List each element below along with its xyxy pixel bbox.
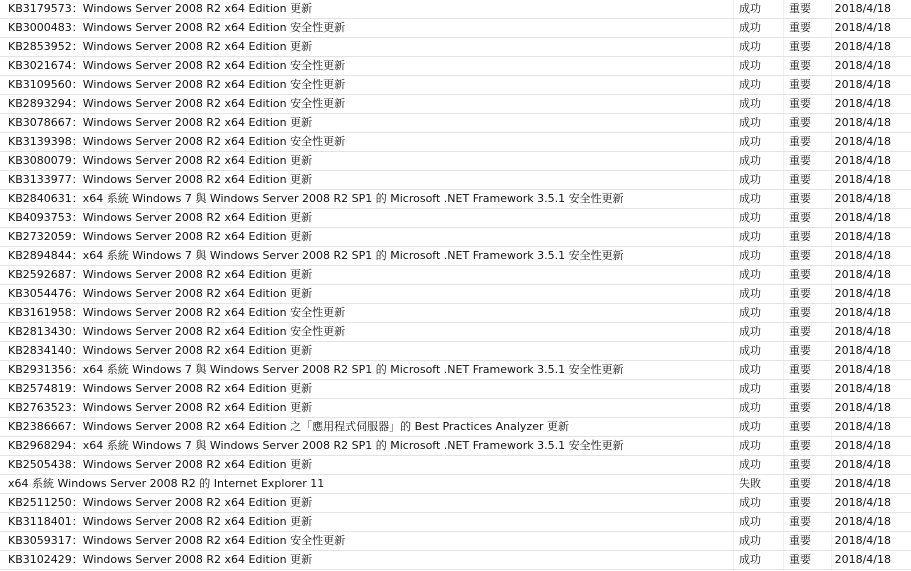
update-importance: 重要 [789, 306, 811, 319]
update-importance: 重要 [789, 211, 811, 224]
update-status: 成功 [739, 401, 761, 414]
update-importance: 重要 [789, 458, 811, 471]
installed-date: 2018/4/18 [834, 2, 891, 15]
table-row[interactable] [0, 513, 911, 532]
installed-date: 2018/4/18 [834, 97, 891, 110]
update-importance: 重要 [789, 325, 811, 338]
update-name: KB2592687：Windows Server 2008 R2 x64 Edition 更新 [8, 268, 313, 281]
installed-date: 2018/4/18 [834, 230, 891, 243]
update-name: KB3000483：Windows Server 2008 R2 x64 Edition 安全性更新 [8, 21, 346, 34]
update-importance: 重要 [789, 553, 811, 566]
update-name: KB3078667：Windows Server 2008 R2 x64 Edition 更新 [8, 116, 313, 129]
table-row[interactable] [0, 0, 911, 19]
update-importance: 重要 [789, 230, 811, 243]
installed-date: 2018/4/18 [834, 401, 891, 414]
update-name: KB3179573：Windows Server 2008 R2 x64 Edition 更新 [8, 2, 313, 15]
table-row[interactable] [0, 342, 911, 361]
update-name: KB3118401：Windows Server 2008 R2 x64 Edition 更新 [8, 515, 313, 528]
update-importance: 重要 [789, 78, 811, 91]
update-status: 成功 [739, 287, 761, 300]
update-name: KB2505438：Windows Server 2008 R2 x64 Edition 更新 [8, 458, 313, 471]
table-row[interactable] [0, 304, 911, 323]
update-name: KB2511250：Windows Server 2008 R2 x64 Edition 更新 [8, 496, 313, 509]
update-status: 成功 [739, 173, 761, 186]
table-row[interactable] [0, 456, 911, 475]
update-importance: 重要 [789, 420, 811, 433]
table-row[interactable] [0, 38, 911, 57]
update-status: 成功 [739, 420, 761, 433]
update-name: KB2732059：Windows Server 2008 R2 x64 Edition 更新 [8, 230, 313, 243]
update-name: KB3102429：Windows Server 2008 R2 x64 Edition 更新 [8, 553, 313, 566]
update-status: 成功 [739, 2, 761, 15]
table-row[interactable] [0, 171, 911, 190]
update-status: 成功 [739, 59, 761, 72]
table-row[interactable] [0, 190, 911, 209]
update-status: 成功 [739, 306, 761, 319]
update-importance: 重要 [789, 534, 811, 547]
table-row[interactable] [0, 475, 911, 494]
update-name: KB2893294：Windows Server 2008 R2 x64 Edition 安全性更新 [8, 97, 346, 110]
update-status: 成功 [739, 553, 761, 566]
update-status: 成功 [739, 249, 761, 262]
installed-date: 2018/4/18 [834, 458, 891, 471]
update-importance: 重要 [789, 382, 811, 395]
table-row[interactable] [0, 19, 911, 38]
update-status: 成功 [739, 458, 761, 471]
update-importance: 重要 [789, 2, 811, 15]
table-row[interactable] [0, 76, 911, 95]
update-importance: 重要 [789, 154, 811, 167]
update-name: KB2968294：x64 系統 Windows 7 與 Windows Server 2008 R2 SP1 的 Microsoft .NET Framework 3.5.1 安全性更新 [8, 439, 624, 452]
table-row[interactable] [0, 247, 911, 266]
table-row[interactable] [0, 285, 911, 304]
update-name: KB3021674：Windows Server 2008 R2 x64 Edition 安全性更新 [8, 59, 346, 72]
installed-date: 2018/4/18 [834, 534, 891, 547]
update-status: 成功 [739, 534, 761, 547]
update-status: 成功 [739, 154, 761, 167]
update-name: KB3059317：Windows Server 2008 R2 x64 Edition 安全性更新 [8, 534, 346, 547]
update-status: 成功 [739, 192, 761, 205]
installed-date: 2018/4/18 [834, 363, 891, 376]
update-importance: 重要 [789, 59, 811, 72]
table-row[interactable] [0, 266, 911, 285]
update-name: KB3133977：Windows Server 2008 R2 x64 Edition 更新 [8, 173, 313, 186]
update-name: KB2574819：Windows Server 2008 R2 x64 Edition 更新 [8, 382, 313, 395]
table-row[interactable] [0, 494, 911, 513]
installed-date: 2018/4/18 [834, 344, 891, 357]
update-name: KB2813430：Windows Server 2008 R2 x64 Edition 安全性更新 [8, 325, 346, 338]
update-name: KB2840631：x64 系統 Windows 7 與 Windows Server 2008 R2 SP1 的 Microsoft .NET Framework 3.5.1 安全性更新 [8, 192, 624, 205]
installed-date: 2018/4/18 [834, 173, 891, 186]
installed-date: 2018/4/18 [834, 192, 891, 205]
update-importance: 重要 [789, 515, 811, 528]
update-name: KB3161958：Windows Server 2008 R2 x64 Edition 安全性更新 [8, 306, 346, 319]
table-row[interactable] [0, 323, 911, 342]
update-importance: 重要 [789, 135, 811, 148]
update-importance: 重要 [789, 249, 811, 262]
update-status: 成功 [739, 78, 761, 91]
update-name: KB2763523：Windows Server 2008 R2 x64 Edition 更新 [8, 401, 313, 414]
update-name: KB3139398：Windows Server 2008 R2 x64 Edition 安全性更新 [8, 135, 346, 148]
update-name: KB2894844：x64 系統 Windows 7 與 Windows Server 2008 R2 SP1 的 Microsoft .NET Framework 3.5.1 安全性更新 [8, 249, 624, 262]
installed-date: 2018/4/18 [834, 249, 891, 262]
update-importance: 重要 [789, 268, 811, 281]
table-row[interactable] [0, 551, 911, 570]
update-importance: 重要 [789, 363, 811, 376]
installed-date: 2018/4/18 [834, 287, 891, 300]
update-status: 成功 [739, 230, 761, 243]
update-name: KB2931356：x64 系統 Windows 7 與 Windows Server 2008 R2 SP1 的 Microsoft .NET Framework 3.5.1 安全性更新 [8, 363, 624, 376]
update-importance: 重要 [789, 21, 811, 34]
table-row[interactable] [0, 95, 911, 114]
update-status: 成功 [739, 382, 761, 395]
update-status: 成功 [739, 116, 761, 129]
installed-date: 2018/4/18 [834, 211, 891, 224]
installed-date: 2018/4/18 [834, 496, 891, 509]
table-row[interactable] [0, 437, 911, 456]
update-status: 成功 [739, 439, 761, 452]
installed-date: 2018/4/18 [834, 306, 891, 319]
table-row[interactable] [0, 133, 911, 152]
update-name: x64 系統 Windows Server 2008 R2 的 Internet Explorer 11 [8, 477, 325, 490]
installed-date: 2018/4/18 [834, 325, 891, 338]
update-status: 成功 [739, 515, 761, 528]
installed-date: 2018/4/18 [834, 78, 891, 91]
update-name: KB3109560：Windows Server 2008 R2 x64 Edition 安全性更新 [8, 78, 346, 91]
update-status: 失敗 [739, 477, 761, 490]
installed-date: 2018/4/18 [834, 420, 891, 433]
installed-date: 2018/4/18 [834, 382, 891, 395]
update-importance: 重要 [789, 401, 811, 414]
table-row[interactable] [0, 418, 911, 437]
update-name: KB4093753：Windows Server 2008 R2 x64 Edition 更新 [8, 211, 313, 224]
table-row[interactable] [0, 57, 911, 76]
update-status: 成功 [739, 496, 761, 509]
update-importance: 重要 [789, 477, 811, 490]
update-status: 成功 [739, 97, 761, 110]
update-importance: 重要 [789, 496, 811, 509]
table-row[interactable] [0, 152, 911, 171]
update-status: 成功 [739, 363, 761, 376]
table-row[interactable] [0, 114, 911, 133]
installed-date: 2018/4/18 [834, 21, 891, 34]
table-row[interactable] [0, 532, 911, 551]
update-importance: 重要 [789, 40, 811, 53]
table-row[interactable] [0, 399, 911, 418]
update-status: 成功 [739, 211, 761, 224]
installed-date: 2018/4/18 [834, 268, 891, 281]
installed-date: 2018/4/18 [834, 553, 891, 566]
update-importance: 重要 [789, 439, 811, 452]
update-status: 成功 [739, 21, 761, 34]
installed-date: 2018/4/18 [834, 154, 891, 167]
installed-date: 2018/4/18 [834, 439, 891, 452]
installed-date: 2018/4/18 [834, 40, 891, 53]
update-status: 成功 [739, 135, 761, 148]
update-importance: 重要 [789, 173, 811, 186]
installed-date: 2018/4/18 [834, 116, 891, 129]
installed-date: 2018/4/18 [834, 59, 891, 72]
installed-date: 2018/4/18 [834, 515, 891, 528]
table-row[interactable] [0, 228, 911, 247]
update-status: 成功 [739, 325, 761, 338]
update-importance: 重要 [789, 192, 811, 205]
update-status: 成功 [739, 40, 761, 53]
update-status: 成功 [739, 268, 761, 281]
update-importance: 重要 [789, 287, 811, 300]
update-name: KB2834140：Windows Server 2008 R2 x64 Edition 更新 [8, 344, 313, 357]
update-name: KB2386667：Windows Server 2008 R2 x64 Edition 之「應用程式伺服器」的 Best Practices Analyzer 更新 [8, 420, 569, 433]
table-row[interactable] [0, 361, 911, 380]
update-importance: 重要 [789, 344, 811, 357]
installed-date: 2018/4/18 [834, 477, 891, 490]
update-importance: 重要 [789, 116, 811, 129]
table-row[interactable] [0, 380, 911, 399]
update-name: KB3080079：Windows Server 2008 R2 x64 Edition 更新 [8, 154, 313, 167]
table-row[interactable] [0, 209, 911, 228]
update-status: 成功 [739, 344, 761, 357]
update-importance: 重要 [789, 97, 811, 110]
update-name: KB2853952：Windows Server 2008 R2 x64 Edition 更新 [8, 40, 313, 53]
installed-date: 2018/4/18 [834, 135, 891, 148]
update-name: KB3054476：Windows Server 2008 R2 x64 Edition 更新 [8, 287, 313, 300]
